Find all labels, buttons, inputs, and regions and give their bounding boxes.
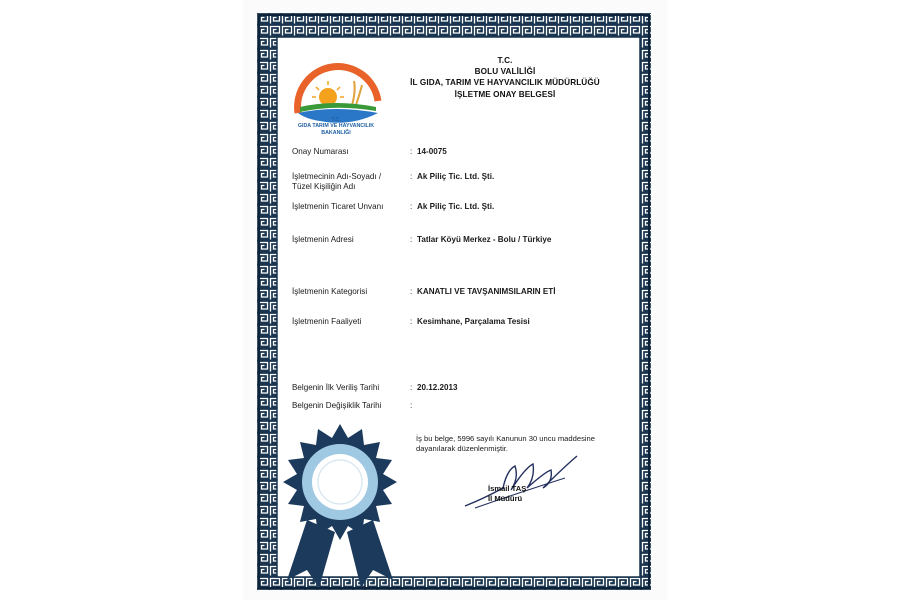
field-colon: :: [410, 147, 413, 156]
signer-title: İl Müdürü: [488, 494, 523, 503]
handwritten-signature: [455, 448, 585, 518]
signer-block: [488, 484, 526, 504]
document-header: [395, 55, 615, 100]
header-line-2: BOLU VALİLİĞİ: [474, 67, 536, 77]
field-value: 20.12.2013: [417, 383, 458, 392]
field-label: Belgenin İlk Veriliş Tarihi: [292, 383, 380, 392]
field-label: İşletmecinin Adı-Soyadı / Tüzel Kişiliğin Adı: [292, 172, 382, 191]
field-label: Belgenin Değişiklik Tarihi: [292, 401, 382, 410]
field-value: Tatlar Köyü Merkez - Bolu / Türkiye: [417, 235, 552, 244]
field-colon: :: [410, 383, 413, 392]
field-colon: :: [410, 172, 413, 181]
logo-caption: [290, 117, 382, 136]
header-line-1: T.C.: [497, 56, 513, 65]
signer-name: İsmail TAŞ: [488, 484, 527, 493]
field-value: Kesimhane, Parçalama Tesisi: [417, 317, 530, 326]
field-value: 14-0075: [417, 147, 447, 156]
field-value: Ak Piliç Tic. Ltd. Şti.: [417, 202, 495, 211]
header-line-3: İL GIDA, TARIM VE HAYVANCILIK MÜDÜRLÜĞÜ: [410, 78, 600, 88]
field-colon: :: [410, 401, 413, 410]
logo-line-3: BAKANLIĞI: [321, 129, 351, 136]
seal-ribbon-left: [287, 520, 335, 588]
logo-line-2: GIDA TARIM VE HAYVANCILIK: [297, 123, 375, 130]
legal-note: İş bu belge, 5996 sayılı Kanunun 30 uncu maddesine dayanılarak düzenlenmiştir.: [416, 434, 596, 453]
document-title: İŞLETME ONAY BELGESİ: [454, 89, 556, 99]
logo-line-1: T.C.: [331, 117, 341, 123]
field-label: İşletmenin Adresi: [292, 235, 354, 244]
seal-ribbon-right: [347, 520, 393, 588]
seal-center: [312, 454, 368, 510]
field-value: Ak Piliç Tic. Ltd. Şti.: [417, 172, 495, 181]
field-colon: :: [410, 287, 413, 296]
field-colon: :: [410, 235, 413, 244]
field-value: KANATLI VE TAVŞANIMSILARIN ETİ: [417, 287, 556, 296]
field-colon: :: [410, 202, 413, 211]
logo-wheat: [352, 81, 362, 105]
field-label: İşletmenin Ticaret Unvanı: [292, 202, 384, 211]
field-label: Onay Numarası: [292, 147, 349, 156]
ribbon-seal: [265, 420, 415, 590]
field-label: İşletmenin Kategorisi: [292, 287, 368, 296]
field-colon: :: [410, 317, 413, 326]
field-label: İşletmenin Faaliyeti: [292, 317, 362, 326]
